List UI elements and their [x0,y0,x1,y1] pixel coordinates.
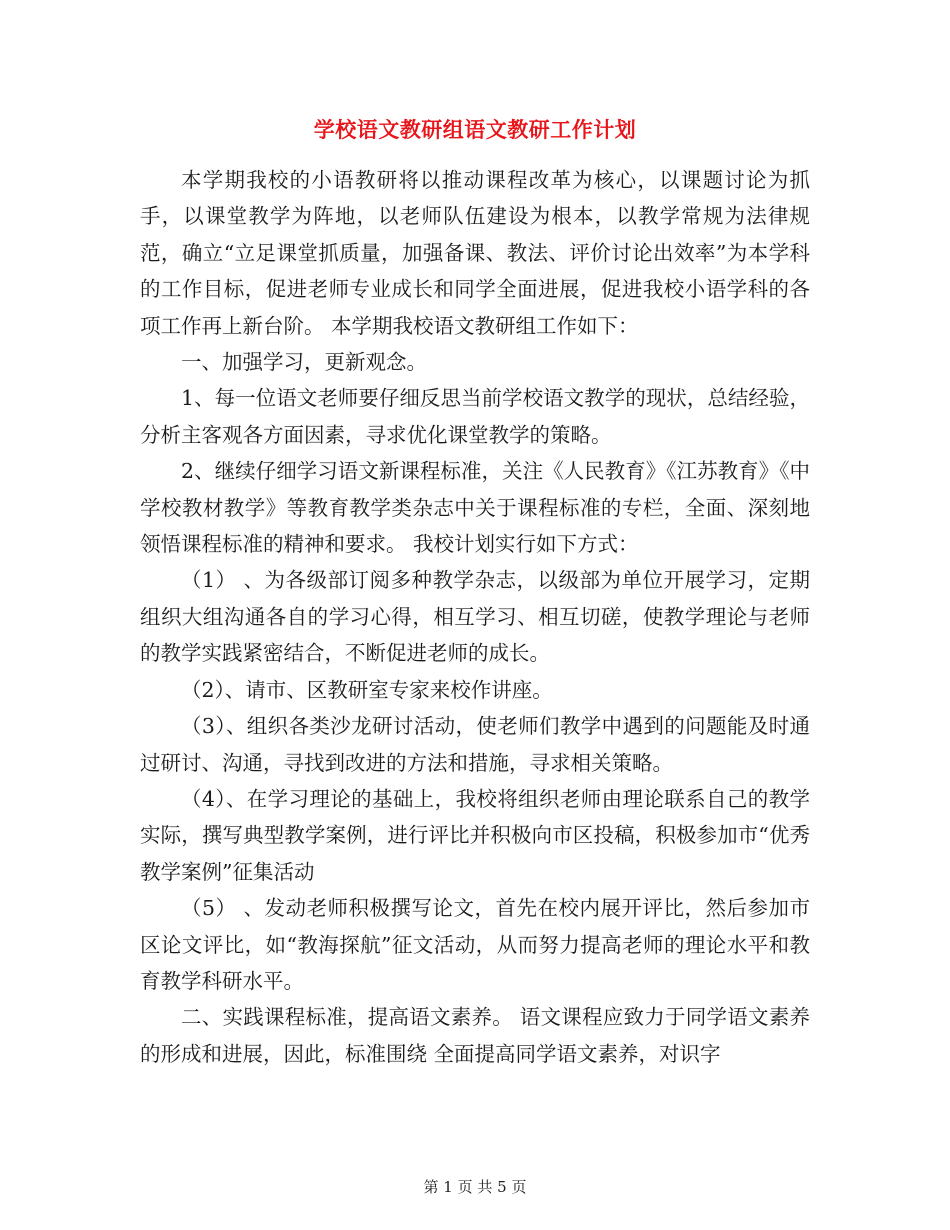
paragraph-section-1-heading: 一、加强学习，更新观念。 [181,350,427,375]
paragraph-section-2: 二、实践课程标准，提高语文素养。 语文课程应致力于同学语文素养的形成和进展，因此，标准围绕 全面提高同学语文素养，对识字 [140,1005,810,1066]
paragraph-subitem-4: （4）、在学习理论的基础上，我校将组织老师由理论联系自己的教学实际，撰写典型教学案例，进行评比并积极向市区投稿，积极参加市“优秀教学案例”征集活动 [140,786,810,884]
paragraph-subitem-2: （2）、请市、区教研室专家来校作讲座。 [181,677,553,702]
paragraph-subitem-1: （1） 、为各级部订阅多种教学杂志，以级部为单位开展学习，定期组织大组沟通各自的学习心得，相互学习、相互切磋，使教学理论与老师的教学实践紧密结合，不断促进老师的成长。 [140,568,810,666]
document-title: 学校语文教研组语文教研工作计划 [313,117,637,142]
paragraph-subitem-5: （5） 、发动老师积极撰写论文，首先在校内展开评比，然后参加市区论文评比，如“教海探航”征文活动，从而努力提高老师的理论水平和教育教学科研水平。 [140,896,810,993]
paragraph-item-2: 2、继续仔细学习语文新课程标准，关注《人民教育》《江苏教育》《中学校教材教学》等教育教学类杂志中关于课程标准的专栏，全面、深刻地领悟课程标准的精神和要求。 我校计划实行如下方式： [140,459,810,557]
paragraph-item-1: 1、每一位语文老师要仔细反思当前学校语文教学的现状，总结经验，分析主客观各方面因素，寻求优化课堂教学的策略。 [140,386,810,447]
page-number-footer: 第 1 页 共 5 页 [423,1178,527,1196]
paragraph-intro: 本学期我校的小语教研将以推动课程改革为核心，以课题讨论为抓手，以课堂教学为阵地，以老师队伍建设为根本，以教学常规为法律规范，确立“立足课堂抓质量，加强备课、教法、评价讨论出效率”为本学科的工作目标，促进老师专业成长和同学全面进展，促进我校小语学科的各项工作再上新台阶。 本学期我校语文教研组工作如下： [140,168,810,338]
paragraph-subitem-3: （3）、组织各类沙龙研讨活动，使老师们教学中遇到的问题能及时通过研讨、沟通，寻找到改进的方法和措施，寻求相关策略。 [140,714,810,775]
document-body [140,162,810,1072]
